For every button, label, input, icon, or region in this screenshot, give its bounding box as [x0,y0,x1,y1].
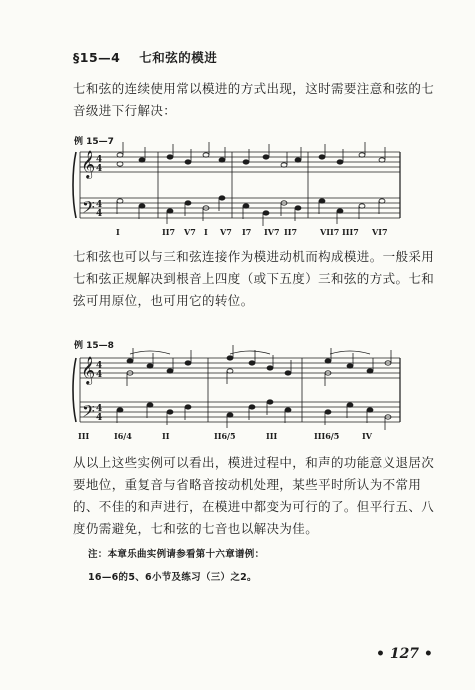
rn-2: II7 [162,227,176,237]
rn2-1: III [78,431,90,441]
paragraph-1: 七和弦的连续使用常以模进的方式出现，这时需要注意和弦的七音级进下行解决： [73,81,435,118]
section-title: 七和弦的模进 [139,50,218,65]
rn-11: VI7 [372,227,388,237]
svg-text:𝄢: 𝄢 [82,197,95,221]
svg-text:𝄞: 𝄞 [81,356,96,384]
footnote-1: 注：本章乐曲实例请参看第十六章谱例： [88,549,265,560]
example-label-2: 例 15—8 [74,341,114,351]
svg-text:4: 4 [96,413,103,423]
rn-3: V7 [184,227,196,237]
section-heading [73,48,217,66]
rn2-5: III [266,431,278,441]
section-number: §15—4 [73,50,121,65]
svg-text:4: 4 [96,361,103,371]
rn-5: V7 [220,227,232,237]
svg-text:4: 4 [96,209,103,219]
music-example-2 [70,344,410,444]
svg-text:4: 4 [96,370,103,380]
rn-1: I [116,227,120,237]
rn2-2: I6/4 [114,431,132,441]
rn2-4: II6/5 [214,431,236,441]
rn2-3: II [162,431,170,441]
rn-7: IV7 [264,227,280,237]
svg-text:4: 4 [96,200,103,210]
footnote-2: 16—6的5、6小节及练习（三）之2。 [88,572,257,583]
svg-text:𝄢: 𝄢 [82,401,95,425]
rn-4: I [204,227,208,237]
svg-text:4: 4 [96,164,103,174]
rn-10: III7 [342,227,359,237]
rn-9: VII7 [320,227,340,237]
paragraph-3: 从以上这些实例可以看出，模进过程中，和声的功能意义退居次要地位，重复音与省略音按动机处理，某些平时所认为不常用的、不佳的和声进行，在模进中都变为可行的了。但平行五、八度仍需避免，七和弦的七音也以解决为佳。 [73,455,435,536]
paragraph-2: 七和弦也可以与三和弦连接作为模进动机而构成模进。一般采用七和弦正规解决到根音上四度（或下五度）三和弦的方式。七和弦可用原位，也可用它的转位。 [73,249,435,308]
music-example-1 [70,140,410,238]
svg-text:4: 4 [96,404,103,414]
example-label-1: 例 15—7 [74,137,114,147]
rn-8: II7 [284,227,298,237]
rn2-7: IV [362,431,372,441]
svg-text:4: 4 [96,155,103,165]
svg-text:𝄞: 𝄞 [81,150,96,178]
rn2-6: III6/5 [314,431,340,441]
page-number: • 127 • [376,646,433,662]
rn-6: I7 [242,227,252,237]
